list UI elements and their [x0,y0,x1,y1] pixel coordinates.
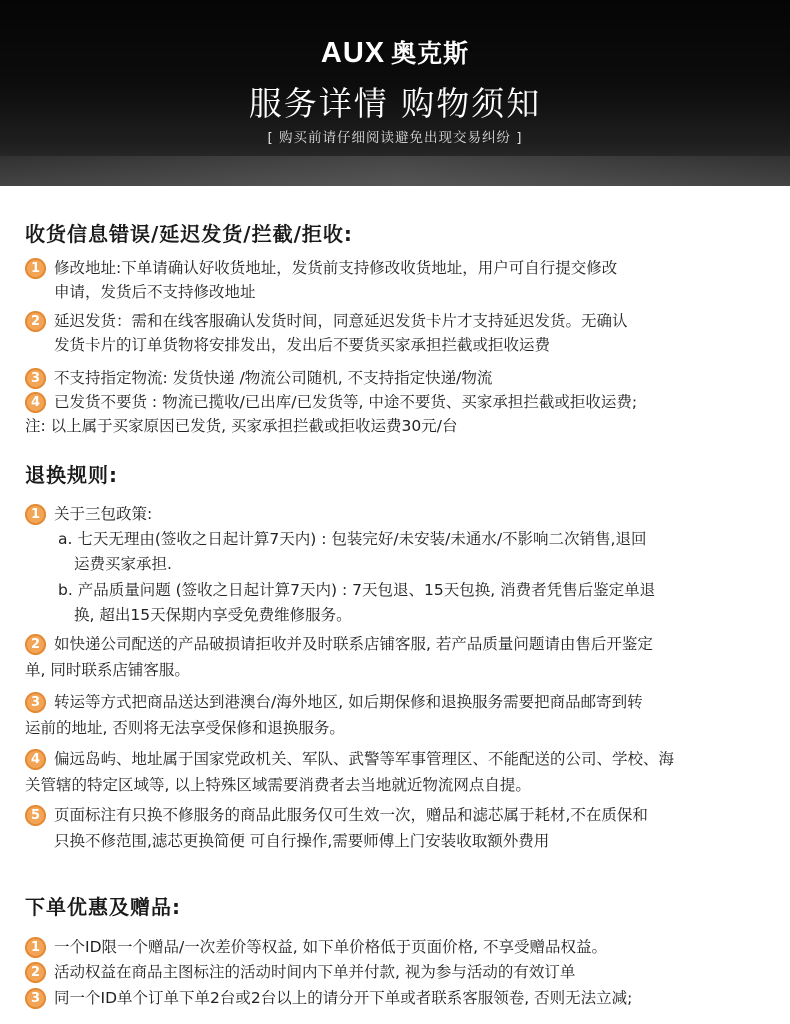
number-1-icon: 1 [25,937,46,958]
notice-content [0,186,790,1024]
returns-item-1a-line-2: 运费买家承担. [74,555,172,573]
returns-item-4-line-2: 关管辖的特定区域等, 以上特殊区域需要消费者去当地就近物流网点自提。 [25,776,531,794]
number-5-icon: 5 [25,805,46,826]
returns-item-5-line-2: 只换不修范围,滤芯更换简便 可自行操作,需要师傅上门安装收取额外费用 [54,832,550,850]
page-subtitle: [ 购买前请仔细阅读避免出现交易纠纷 ] [267,130,523,146]
aux-logo [0,34,790,70]
promo-item-3-line-1: 同一个ID单个订单下单2台或2台以上的请分开下单或者联系客服领卷, 否则无法立减; [54,989,633,1007]
returns-item-2-line-1: 如快递公司配送的产品破损请拒收并及时联系店铺客服, 若产品质量问题请由售后开鉴定 [54,635,653,653]
section-heading-promo: 下单优惠及赠品: [25,895,181,919]
shipping-item-4-line-1: 已发货不要货 : 物流已揽收/已出库/已发货等, 中途不要货、买家承担拦截或拒收运费; [54,393,638,411]
returns-item-3-line-2: 运前的地址, 否则将无法享受保修和退换服务。 [25,719,345,737]
number-2-icon: 2 [25,311,46,332]
returns-item-4-line-1: 偏远岛屿、地址属于国家党政机关、军队、武警等军事管理区、不能配送的公司、学校、海 [54,750,675,768]
shipping-item-1-line-2: 申请，发货后不支持修改地址 [54,283,256,301]
returns-item-1b-line-2: 换, 超出15天保期内享受免费维修服务。 [74,606,352,624]
logo-latin-text: AUX [320,37,386,69]
shipping-item-3-line-1: 不支持指定物流: 发货快递 /物流公司随机, 不支持指定快递/物流 [54,369,493,387]
returns-item-3-line-1: 转运等方式把商品送达到港澳台/海外地区, 如后期保修和退换服务需要把商品邮寄到转 [54,693,643,711]
logo-cjk-text: 奥克斯 [391,39,470,68]
promo-item-2-line-1: 活动权益在商品主图标注的活动时间内下单并付款, 视为参与活动的有效订单 [54,963,576,981]
section-heading-shipping: 收货信息错误/延迟发货/拦截/拒收: [25,222,353,246]
number-4-icon: 4 [25,749,46,770]
page-title: 服务详情 购物须知 [248,84,542,123]
number-1-icon: 1 [25,504,46,525]
number-3-icon: 3 [25,368,46,389]
number-1-icon: 1 [25,258,46,279]
number-2-icon: 2 [25,634,46,655]
shipping-note: 注: 以上属于买家原因已发货, 买家承担拦截或拒收运费30元/台 [25,417,458,435]
number-2-icon: 2 [25,962,46,983]
page-header [0,0,790,186]
shipping-item-2-line-2: 发货卡片的订单货物将安排发出，发出后不要货买家承担拦截或拒收运费 [54,336,551,354]
number-3-icon: 3 [25,692,46,713]
number-3-icon: 3 [25,988,46,1009]
shipping-item-1-line-1: 修改地址:下单请确认好收货地址，发货前支持修改收货地址，用户可自行提交修改 [54,259,618,277]
shipping-item-2-line-1: 延迟发货：需和在线客服确认发货时间，同意延迟发货卡片才支持延迟发货。无确认 [54,312,628,330]
returns-item-2-line-2: 单, 同时联系店铺客服。 [25,661,190,679]
section-heading-returns: 退换规则: [25,463,118,487]
number-4-icon: 4 [25,392,46,413]
returns-item-1-line-1: 关于三包政策: [54,505,153,523]
promo-item-1-line-1: 一个ID限一个赠品/一次差价等权益, 如下单价格低于页面价格, 不享受赠品权益。 [54,938,607,956]
returns-item-1b-line-1: b. 产品质量问题 (签收之日起计算7天内) : 7天包退、15天包换, 消费者凭售后鉴定单退 [58,581,656,599]
returns-item-5-line-1: 页面标注有只换不修服务的商品此服务仅可生效一次，赠品和滤芯属于耗材,不在质保和 [54,806,648,824]
returns-item-1a-line-1: a. 七天无理由(签收之日起计算7天内) : 包装完好/未安装/未通水/不影响二次销售,退回 [58,530,647,548]
